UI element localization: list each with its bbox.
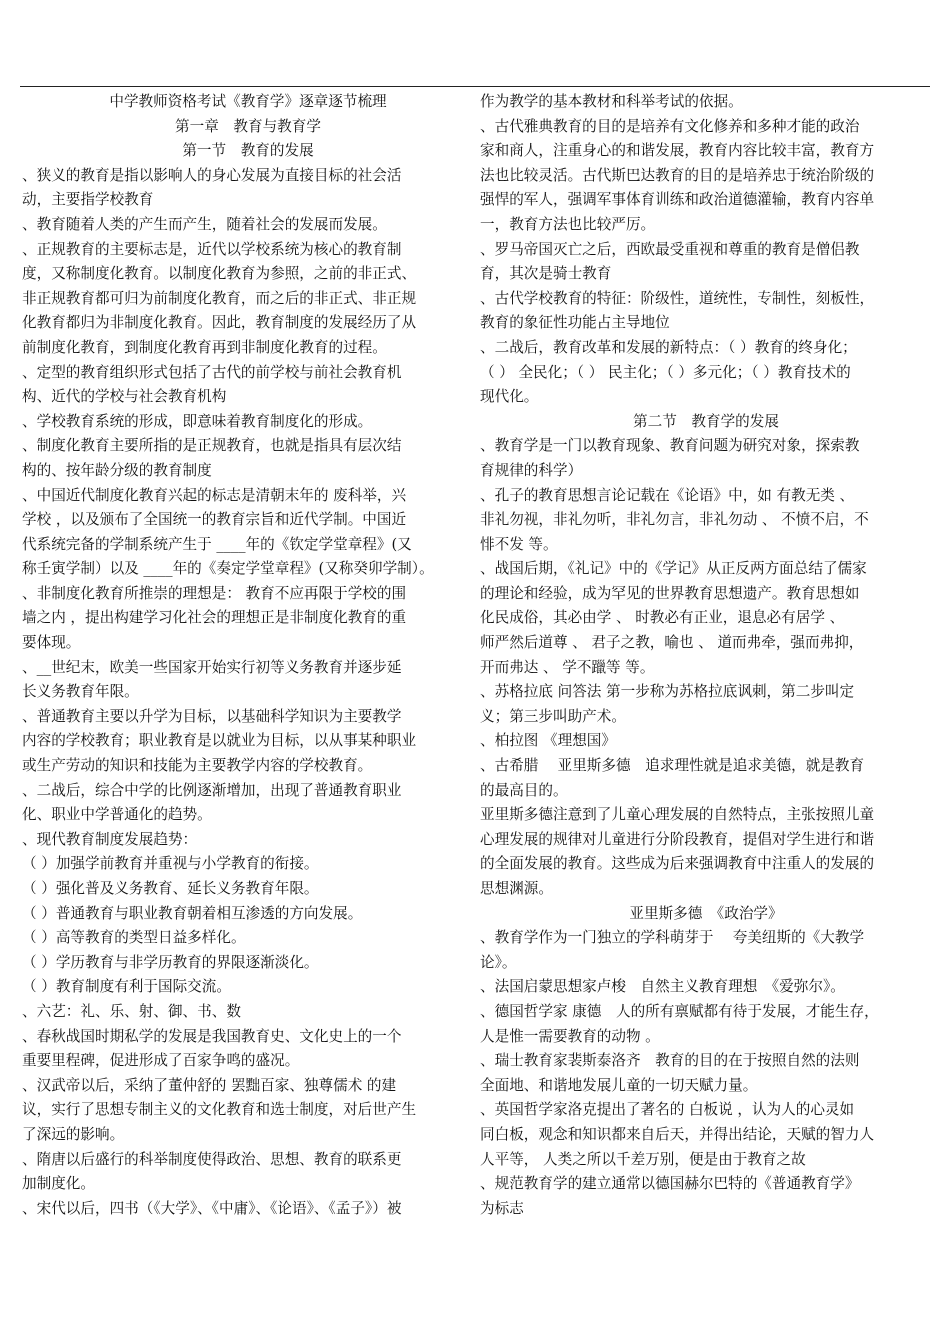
left-text-line: 、二战后，综合中学的比例逐渐增加，出现了普通教育职业 bbox=[22, 781, 402, 799]
left-text-line: 非正规教育都可归为前制度化教育，而之后的非正式、非正规 bbox=[22, 289, 417, 307]
left-text-line: （ ）强化普及义务教育、延长义务教育年限。 bbox=[22, 880, 319, 897]
right-text-line: 的理论和经验，成为罕见的世界教育思想遗产。教育思想如 bbox=[480, 584, 860, 602]
left-text-line: 要体现。 bbox=[22, 634, 81, 652]
right-text-line: 人是惟一需要教育的动物 。 bbox=[480, 1027, 660, 1045]
left-text-line: （ ）学历教育与非学历教育的界限逐渐淡化。 bbox=[22, 953, 319, 971]
left-text-line: （ ）加强学前教育并重视与小学教育的衔接。 bbox=[22, 855, 319, 873]
right-text-line: 、孔子的教育思想言论记载在《论语》中，如 有教无类 、 bbox=[480, 486, 855, 504]
right-text-line: 、罗马帝国灭亡之后，西欧最受重视和尊重的教育是僧侣教 bbox=[480, 240, 860, 258]
right-text-line: 强悍的军人，强调军事体育训练和政治道德灌输，教育内容单 bbox=[480, 191, 875, 209]
right-text-line: 悱不发 等。 bbox=[480, 535, 558, 553]
right-text-line: 现代化。 bbox=[480, 388, 539, 406]
right-text-line: 、古希腊 亚里斯多德 追求理性就是追求美德，就是教育 bbox=[480, 757, 865, 775]
right-text-line: 同白板，观念和知识都来自后天，并得出结论，天赋的智力人 bbox=[480, 1125, 875, 1143]
right-text-line: 非礼勿视，非礼勿听，非礼勿言，非礼勿动 、 不愤不启，不 bbox=[480, 511, 869, 529]
right-text-line: 心理发展的规律对儿童进行分阶段教育，提倡对学生进行和谐 bbox=[480, 830, 875, 848]
left-text-line: 学校 ，以及颁布了全国统一的教育宗旨和近代学制。中国近 bbox=[22, 511, 407, 529]
right-text-line: 家和商人，注重身心的和谐发展，教育内容比较丰富，教育方 bbox=[480, 142, 875, 160]
left-text-line: 或生产劳动的知识和技能为主要教学内容的学校教育。 bbox=[22, 757, 373, 775]
left-text-line: 、宋代以后，四书（《大学》、《中庸》、《论语》、《孟子》）被 bbox=[22, 1199, 402, 1217]
right-text-line: 思想渊源。 bbox=[480, 880, 553, 897]
right-text-line: 开而弗达 、 学不躐等 等。 bbox=[480, 658, 655, 676]
right-text-line: 、英国哲学家洛克提出了著名的 白板说 ，认为人的心灵如 bbox=[480, 1101, 855, 1119]
left-text-line: 加制度化。 bbox=[22, 1175, 95, 1193]
right-text-line: 作为教学的基本教材和科举考试的依据。 bbox=[480, 93, 743, 110]
left-text-line: 、汉武帝以后，采纳了董仲舒的 罢黜百家、独尊儒术 的建 bbox=[22, 1076, 397, 1094]
left-text-line: 度，又称制度化教育。以制度化教育为参照，之前的非正式、 bbox=[22, 265, 417, 283]
right-text-line: 的全面发展的教育。这些成为后来强调教育中注重人的发展的 bbox=[480, 855, 875, 873]
right-text-line: 、二战后，教育改革和发展的新特点：（ ）教育的终身化； bbox=[480, 338, 857, 356]
left-text-line: 议，实行了思想专制主义的文化教育和选士制度，对后世产生 bbox=[22, 1101, 417, 1119]
right-text-line: 、苏格拉底 问答法 第一步称为苏格拉底讽刺，第二步叫定 bbox=[480, 683, 855, 701]
left-text-line: 、普通教育主要以升学为目标，以基础科学知识为主要教学 bbox=[22, 707, 402, 725]
right-text-line: 人平等， 人类之所以千差万别，便是由于教育之故 bbox=[480, 1150, 806, 1168]
left-text-line: 、春秋战国时期私学的发展是我国教育史、文化史上的一个 bbox=[22, 1027, 402, 1045]
left-text-line: 内容的学校教育；职业教育是以就业为目标，以从事某种职业 bbox=[22, 732, 417, 750]
right-text-line: 亚里斯多德 《政治学》 bbox=[629, 904, 783, 922]
right-text-line: 、规范教育学的建立通常以德国赫尔巴特的《普通教育学》 bbox=[480, 1175, 860, 1193]
left-text-line: 、六艺：礼、乐、射、御、书、数 bbox=[22, 1002, 241, 1020]
left-text-line: 动，主要指学校教育 bbox=[22, 191, 154, 209]
left-text-line: （ ）普通教育与职业教育朝着相互渗透的方向发展。 bbox=[22, 904, 363, 922]
right-text-line: （ ） 全民化；（ ） 民主化；（ ）多元化；（ ）教育技术的 bbox=[480, 363, 851, 381]
top-rule bbox=[20, 86, 930, 87]
right-text-line: 、柏拉图 《理想国》 bbox=[480, 732, 616, 750]
right-text-line: 、法国启蒙思想家卢梭 自然主义教育理想 《爱弥尔》。 bbox=[480, 978, 845, 996]
right-text-line: 亚里斯多德注意到了儿童心理发展的自然特点，主张按照儿童 bbox=[480, 806, 875, 824]
left-text-line: 、现代教育制度发展趋势： bbox=[22, 830, 198, 848]
left-text-line: 化教育都归为非制度化教育。因此，教育制度的发展经历了从 bbox=[22, 314, 417, 332]
right-text-line: 、古代雅典教育的目的是培养有文化修养和多种才能的政治 bbox=[480, 117, 860, 135]
right-text-line: 教育的象征性功能占主导地位 bbox=[480, 314, 670, 332]
left-text-line: 、非制度化教育所推崇的理想是： 教育不应再限于学校的围 bbox=[22, 584, 407, 602]
right-text-line: 全面地、和谐地发展儿童的一切天赋力量。 bbox=[480, 1076, 758, 1094]
left-text-line: 前制度化教育，到制度化教育再到非制度化教育的过程。 bbox=[22, 338, 387, 356]
left-text-line: 中学教师资格考试《教育学》逐章逐节梳理 bbox=[109, 93, 387, 110]
right-text-line: 义；第三步叫助产术。 bbox=[480, 707, 626, 725]
right-text-line: 育规律的科学） bbox=[480, 461, 583, 479]
left-text-line: 重要里程碑，促进形成了百家争鸣的盛况。 bbox=[22, 1052, 300, 1070]
left-text-line: 、教育随着人类的产生而产生，随着社会的发展而发展。 bbox=[22, 215, 387, 233]
left-text-line: 、狭义的教育是指以影响人的身心发展为直接目标的社会活 bbox=[22, 166, 402, 184]
right-text-line: 法也比较灵活。古代斯巴达教育的目的是培养忠于统治阶级的 bbox=[480, 166, 875, 184]
right-text-line: 、德国哲学家 康德 人的所有禀赋都有待于发展，才能生存， bbox=[480, 1002, 879, 1020]
right-text-line: 第二节 教育学的发展 bbox=[633, 412, 779, 430]
left-text-line: 、正规教育的主要标志是，近代以学校系统为核心的教育制 bbox=[22, 240, 402, 258]
left-text-line: （ ）高等教育的类型日益多样化。 bbox=[22, 929, 246, 947]
left-text-line: 称壬寅学制）以及 ____年的《奏定学堂章程》(又称癸卯学制）。 bbox=[22, 560, 434, 578]
right-text-line: 、古代学校教育的特征：阶级性，道统性，专制性，刻板性， bbox=[480, 289, 875, 307]
left-text-line: 、__世纪末，欧美一些国家开始实行初等义务教育并逐步延 bbox=[22, 658, 402, 676]
right-text-line: 育，其次是骑士教育 bbox=[480, 265, 612, 283]
left-text-line: 了深远的影响。 bbox=[22, 1125, 125, 1143]
left-text-line: 构的、按年龄分级的教育制度 bbox=[22, 461, 212, 479]
right-text-line: 为标志 bbox=[480, 1199, 524, 1217]
left-text-line: 第一章 教育与教育学 bbox=[175, 117, 321, 135]
right-text-line: 、教育学作为一门独立的学科萌芽于 夸美纽斯的《大教学 bbox=[480, 929, 865, 947]
left-text-line: 、制度化教育主要所指的是正规教育，也就是指具有层次结 bbox=[22, 437, 402, 455]
left-text-line: 、中国近代制度化教育兴起的标志是清朝末年的 废科举，兴 bbox=[22, 486, 407, 504]
right-text-line: 、战国后期，《礼记》中的《学记》从正反两方面总结了儒家 bbox=[480, 560, 867, 578]
left-text-line: 第一节 教育的发展 bbox=[182, 142, 314, 160]
left-text-line: 长义务教育年限。 bbox=[22, 683, 139, 701]
left-text-line: 代系统完备的学制系统产生于 ____年的《钦定学堂章程》(又 bbox=[22, 535, 412, 553]
right-text-line: 、教育学是一门以教育现象、教育问题为研究对象，探索教 bbox=[480, 437, 860, 455]
left-text-line: 、学校教育系统的形成，即意味着教育制度化的形成。 bbox=[22, 412, 373, 430]
right-text-line: 的最高目的。 bbox=[480, 781, 568, 799]
right-column bbox=[480, 90, 932, 1221]
left-column bbox=[22, 90, 474, 1221]
right-text-line: 化民成俗，其必由学 、 时教必有正业，退息必有居学 、 bbox=[480, 609, 845, 627]
left-text-line: （ ）教育制度有利于国际交流。 bbox=[22, 978, 231, 996]
left-text-line: 墙之内 ，提出构建学习化社会的理想正是非制度化教育的重 bbox=[22, 609, 407, 627]
right-text-line: 师严然后道尊 、 君子之教，喻也 、 道而弗牵，强而弗抑， bbox=[480, 634, 864, 652]
left-text-line: 化、职业中学普通化的趋势。 bbox=[22, 806, 212, 824]
right-text-line: 一，教育方法也比较严厉。 bbox=[480, 215, 656, 233]
right-text-line: 论》。 bbox=[480, 953, 517, 971]
left-text-line: 构、近代的学校与社会教育机构 bbox=[22, 388, 227, 406]
left-text-line: 、定型的教育组织形式包括了古代的前学校与前社会教育机 bbox=[22, 363, 402, 381]
left-text-line: 、隋唐以后盛行的科举制度使得政治、思想、教育的联系更 bbox=[22, 1150, 402, 1168]
right-text-line: 、瑞士教育家裴斯泰洛齐 教育的目的在于按照自然的法则 bbox=[480, 1052, 860, 1070]
